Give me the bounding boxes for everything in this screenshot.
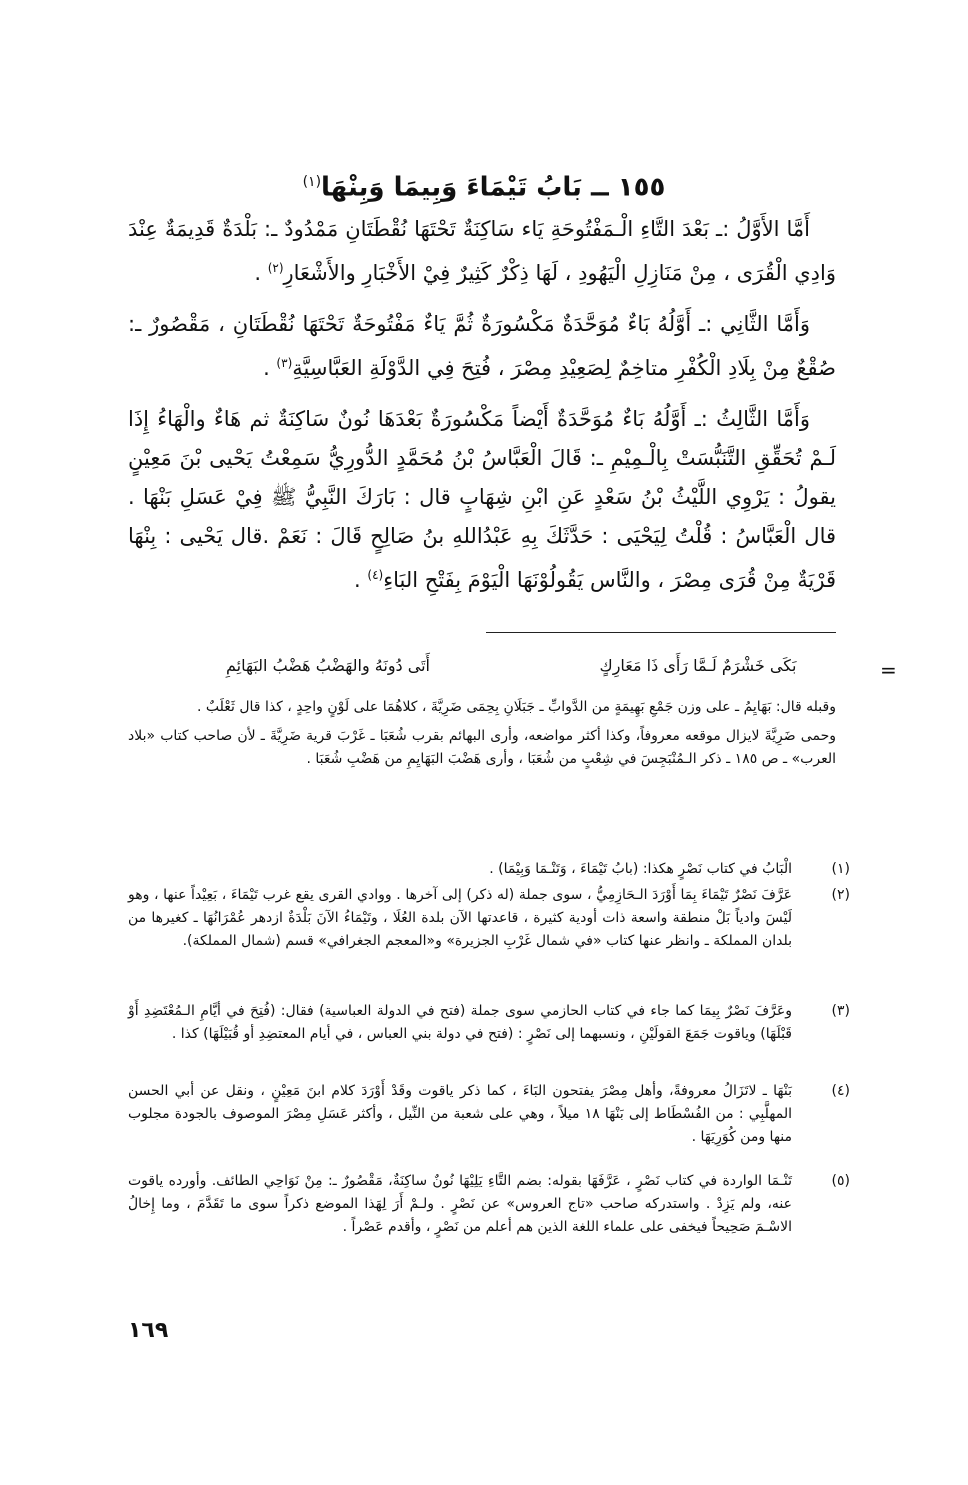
footnote-3 <box>128 1000 850 1046</box>
paragraph-text: وَأَمَّا الثَّالِثُ :ـ أَوَّلُهُ بَاءٌ مُوَحَّدَةٌ أَيْضاً مَكْسُورَةٌ بَعْدَهَا نُونٌ سَاكِنَةٌ ثم هَاءٌ والْهَاءُ إِذَا لَـمْ تُحَقِّقِ التَّنَبُّسَتْ بِالْـمِيْمِ ـ: قَالَ الْعَبَّاسُ بْنُ مُحَمَّدٍ الدُّورِيُّ سَمِعْتُ يَحْيى بْنَ مَعِيْنٍ يقولُ : يَرْوِي اللَّيْثُ بْنُ سَعْدٍ عَنِ ابْنِ شِهَابٍ قال : بَارَكَ النَّبِيُّ ﷺ فِيْ عَسَلِ بَنْهَا . قال الْعَبَّاسُ : قُلْتُ لِيَحْيَى : حَدَّثَكَ بِهِ عَبْدُاللهِ بنُ صَالِحٍ قَالَ : نَعَمْ .قال يَحْيى : بِنْهَا قَرْيَةٌ مِنْ قُرَى مِصْرَ ، والنَّاس يَقُولُوْنَهَا الْيَوْمَ بِفَتْحِ البَاءِ <box>128 407 836 592</box>
footnote-ref: (٣) <box>276 356 293 370</box>
paragraph-end: . <box>263 356 277 380</box>
note-paragraph: وقبله قال: بَهَايِمُ ـ على وزن جَمْعِ بَهِيمَةٍ من الدَّوابِّ ـ جَبَلَانِ بِحِمَى ضَرِيَّةَ ، كلاهُمَا على لَوْنٍ واحِدٍ ، كذا قال ثَعْلَبٌ . <box>196 699 836 715</box>
paragraph-second <box>128 305 836 388</box>
paragraph-text: وَأَمَّا الثَّانِي :ـ أَوَّلُهُ بَاءٌ مُوَحَّدَةٌ مَكْسُورَةٌ ثُمَّ يَاءٌ مَفْتُوحَةٌ تَحْتَهَا نُقْطَتَانِ ، مَقْصُورٌ ـ: صُقْعٌ مِنْ بِلَادِ الْكُفْرِ متاخِمٌ لِصَعِيْدِ مِصْرَ ، فُتِحَ فِي الدَّوْلَةِ العَبَّاسِيَّةِ <box>128 312 836 380</box>
chapter-title-text: ١٥٥ ــ بَابُ تَيْمَاءَ وَبِيمَا وَبِنْهَا <box>321 172 666 203</box>
continuation-marker: = <box>880 658 897 682</box>
poem-hemistich-left: أَتَى دُونَهُ والهَضْبُ هَضْبُ البَهَائِمِ <box>226 656 430 675</box>
continued-footnote <box>128 696 836 777</box>
footnote-ref: (٢) <box>267 261 284 275</box>
footnote-text: تَنْـمَا الواردة في كتاب نَصْرٍ ، عَرَّفَهَا بقوله: بضم التَّاءِ يَلِيْهَا نُونٌ ساكِنَةٌ، مَقْصُورٌ ـ: مِنْ نَوَاحِي الطائف. وأورده ياقوت عنه، ولم يَزِدْ . واستدركه صاحب «تاج العروس» عن نَصْرٍ . ولـمْ أَرَ لِهَذا الموضع ذكراً سوى ما تَقَدَّمَ ، وما إِخالُ الاسْـمَ صَحِيحاً فيخفى على علماء اللغة الذين هم أعلم من نَصْرٍ ، وأقدم عَصْراً . <box>128 1173 792 1235</box>
footnote-1 <box>128 858 850 881</box>
footnote-5 <box>128 1170 850 1239</box>
footnote-text: وعَرَّفَ نَصْرٌ بِيمَا كما جاء في كتاب الحازمي سوى جملة (فتح في الدولة العباسية) فقال: (فُتِحَ في أيَّامِ الـمُعْتَضِدِ أَوْ قَبْلَهَا) وياقوت جَمَعَ القولَيْنِ ، ونسبهما إلى نَصْرٍ : (فتح في دولة بني العباس ، في أيام المعتضِدِ أو قُبَيْلَهَا) كذا . <box>128 1003 792 1042</box>
footnote-number: (٥) <box>831 1173 850 1189</box>
poem-verse <box>128 650 848 686</box>
main-text <box>128 210 836 612</box>
paragraph-end: . <box>254 261 268 285</box>
footnote-separator <box>486 632 836 633</box>
footnote-4 <box>128 1080 850 1149</box>
footnote-text: عَرَّفَ نَصْرٌ تَيْمَاءَ بِمَا أَوْرَدَ الـحَازِمِيُّ ، سوى جملة (له ذكر) إلى آخرها . ووادي القرى يقع غرب تَيْمَاءَ ، بَعِيْداً عنها ، وهو لَيْسَ وادياً بَلْ منطقة واسعة ذات أودية كثيرة ، قاعدتها الآن بلدة العُلَا ، وتَيْمَاءُ الآنَ بَلْدَةٌ ازدهر عُمْرَانُهَا ـ كغيرها من بلدان المملكة ـ وانظر عنها كتاب «في شمال غَرْبِ الجزيرة» و«المعجم الجغرافي» قسم (شمال المملكة). <box>128 887 792 949</box>
paragraph-text: أَمَّا الأَوَّلُ :ـ بَعْدَ التَّاءِ الْـمَفْتُوحَةِ يَاء سَاكِنَةٌ تَحْتَهَا نُقْطَتَانِ مَمْدُودٌ ـ: بَلْدَةٌ قَدِيمَةٌ عِنْدَ وَادِي الْقُرَى ، مِنْ مَنَازِلِ الْيَهُودِ ، لَهَا ذِكْرٌ كَثِيرٌ فِيْ الأَخْبَارِ والأَشْعَارِ <box>128 217 836 285</box>
footnote-2 <box>128 884 850 953</box>
paragraph-first <box>128 210 836 293</box>
note-paragraph: وحمى ضَرِيَّةَ لايزال موقعه معروفاً، وكذا أكثر مواضعه، وأرى البهائم بقرب شُعَبَا ـ غَرْبَ قرية ضَرِيَّةَ ـ لأن صاحب كتاب «بلاد العرب» ـ ص ١٨٥ ـ ذكر الـمُنْبَجِسَ في شِعْبٍ من شُعَبَا ، وأرى هَضْبَ البَهَايِمِ من هَضْبِ شُعَبَا . <box>128 728 836 767</box>
footnote-number: (١) <box>831 861 850 877</box>
chapter-title-footnote-ref: (١) <box>302 174 322 190</box>
footnote-text: الْبَابُ في كتاب نَصْرٍ هكذا: (بابُ تَيْمَاءَ ، وَتَنْـمَا وَبِيْمَا) . <box>489 861 792 877</box>
footnote-text: بَنْهَا ـ لاتَزَالُ معروفةً، وأهل مِصْرَ يفتحون البَاءَ ، كما ذكر ياقوت وقَدْ أَوْرَدَ كلام ابنَ مَعِيْنٍ ، ونقل عن أبي الحسن المهلَّبِي : من الفُسْطَاط إلى بَنْهَا ١٨ ميلاً ، وهي على شعبة من النِّيل ، وأكثر عَسَلِ مِصْرَ الموصوف بالجودة مجلوب منها ومن كُوَرِيَهَا . <box>128 1083 792 1145</box>
footnote-ref: (٤) <box>367 568 384 582</box>
footnote-number: (٣) <box>831 1003 850 1019</box>
poem-hemistich-right: بَكَى خَشْرَمٌ لَـمَّا رَأَى ذَا مَعَارِكٍ <box>599 656 797 675</box>
footnote-number: (٢) <box>831 887 850 903</box>
page-number: ١٦٩ <box>128 1318 169 1343</box>
paragraph-third <box>128 400 836 600</box>
paragraph-end: . <box>354 568 368 592</box>
footnote-number: (٤) <box>831 1083 850 1099</box>
chapter-title <box>0 160 968 210</box>
